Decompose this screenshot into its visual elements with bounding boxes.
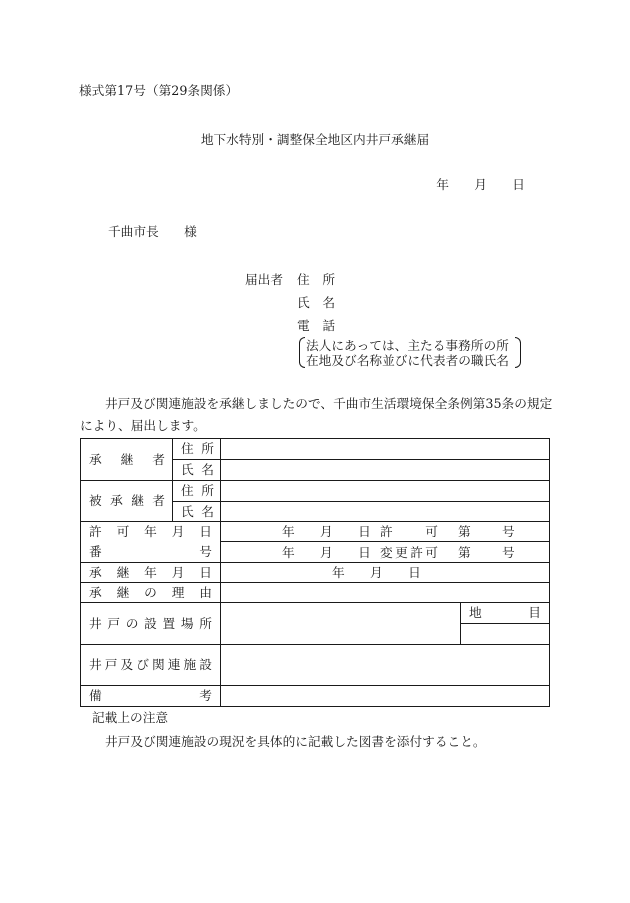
succession-date-label: 承継年月日 xyxy=(81,563,221,583)
applicant-phone-label: 電 話 xyxy=(297,318,336,333)
applicant-label: 届出者 xyxy=(245,272,284,287)
succession-reason-field xyxy=(221,583,550,603)
permit-number-prefix-1: 第 xyxy=(458,524,471,539)
facilities-field xyxy=(221,645,550,686)
successor-name-label: 氏名 xyxy=(173,460,221,481)
predecessor-address-row xyxy=(81,481,550,502)
remarks-row xyxy=(81,686,550,707)
well-location-row xyxy=(81,603,550,624)
well-location-label: 井戸の設置場所 xyxy=(81,603,221,645)
successor-name-field xyxy=(221,460,550,481)
successor-address-field xyxy=(221,439,550,460)
permit-number-suffix-1: 号 xyxy=(502,524,515,539)
permit-number-suffix-2: 号 xyxy=(502,544,515,560)
statement-line-2: により、届出します。 xyxy=(80,418,206,433)
permit-row-1 xyxy=(81,522,550,542)
succession-date-row xyxy=(81,563,550,583)
predecessor-label: 被承継者 xyxy=(81,481,173,522)
statement-line-1: 井戸及び関連施設を承継しましたので、千曲市生活環境保全条例第35条の規定 xyxy=(105,396,553,411)
form-title: 地下水特別・調整保全地区内井戸承継届 xyxy=(200,132,430,147)
predecessor-address-field xyxy=(221,481,550,502)
predecessor-name-field xyxy=(221,502,550,522)
succession-reason-label: 承継の理由 xyxy=(81,583,221,603)
permit-label-line-2: 番号 xyxy=(89,544,212,559)
permit-date-2: 年 月 日 xyxy=(282,544,371,560)
successor-address-label: 住所 xyxy=(173,439,221,460)
notes-item-1: 井戸及び関連施設の現況を具体的に記載した図書を添付すること。 xyxy=(105,734,486,749)
permit-number-prefix-2: 第 xyxy=(458,544,471,560)
corporate-note-line-2: 在地及び名称並びに代表者の職氏名 xyxy=(306,352,509,368)
submission-date: 年 月 日 xyxy=(436,177,525,192)
permit-label-line-1: 許可年月日 xyxy=(89,524,212,539)
permit-entry-1 xyxy=(221,522,550,542)
form-number: 様式第17号（第29条関係） xyxy=(79,83,239,98)
predecessor-name-label: 氏名 xyxy=(173,502,221,522)
remarks-label: 備考 xyxy=(81,686,221,707)
succession-date-field xyxy=(221,563,550,583)
well-location-field xyxy=(221,603,461,645)
facilities-row xyxy=(81,645,550,686)
land-category-label: 地目 xyxy=(461,603,550,624)
corporate-note-line-1: 法人にあっては、主たる事務所の所 xyxy=(306,337,509,353)
notes-title: 記載上の注意 xyxy=(92,710,169,725)
remarks-field xyxy=(221,686,550,707)
permit-date-1: 年 月 日 xyxy=(282,524,371,539)
predecessor-address-label: 住所 xyxy=(173,481,221,502)
facilities-label: 井戸及び関連施設 xyxy=(81,645,221,686)
permit-type-2: 変更許可 xyxy=(380,544,438,560)
permit-type-1: 許可 xyxy=(380,524,438,539)
succession-reason-row xyxy=(81,583,550,603)
applicant-name-label: 氏 名 xyxy=(297,295,336,310)
succession-date-value: 年 月 日 xyxy=(332,565,421,580)
succession-form-table xyxy=(80,438,550,707)
applicant-address-label: 住 所 xyxy=(297,272,336,287)
corporate-note-bracket xyxy=(299,337,521,368)
permit-entry-2 xyxy=(221,542,550,563)
successor-address-row xyxy=(81,439,550,460)
permit-label xyxy=(81,522,221,563)
land-category-field xyxy=(461,624,550,645)
successor-label: 承継者 xyxy=(81,439,173,481)
addressee: 千曲市長 様 xyxy=(108,224,197,239)
